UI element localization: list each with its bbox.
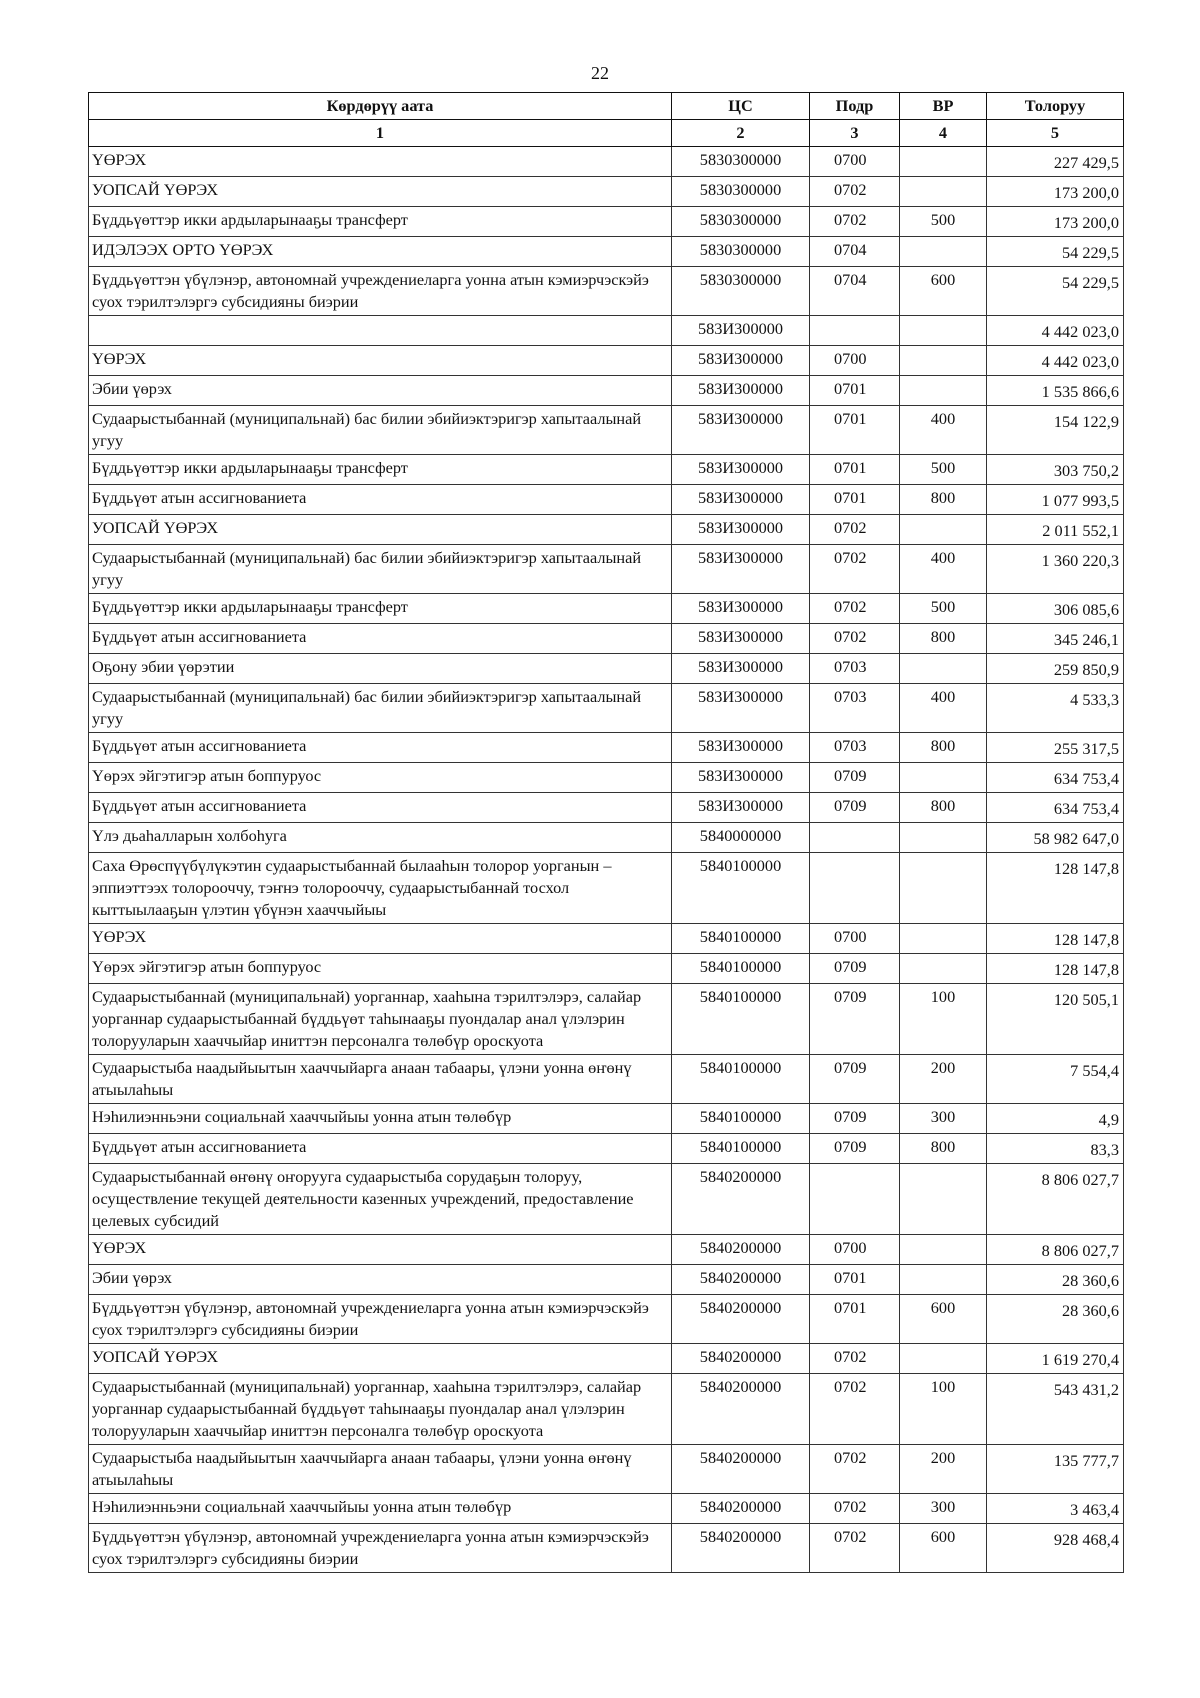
header-number-row xyxy=(89,120,1124,147)
cell-vr-code: 800 xyxy=(900,733,987,763)
cell-indicator-name: Бүддьүөт атын ассигнованиета xyxy=(89,624,672,654)
cell-cs-code: 5840200000 xyxy=(672,1524,810,1573)
cell-cs-code: 583И300000 xyxy=(672,545,810,594)
sum-value: 8 806 027,7 xyxy=(1041,1170,1119,1189)
cell-indicator-name: Бүддьүөт атын ассигнованиета xyxy=(89,793,672,823)
table-row xyxy=(89,1295,1124,1344)
cell-indicator-name: Бүддьүөттэр икки ардыларынааҕы трансферт xyxy=(89,455,672,485)
table-row xyxy=(89,1104,1124,1134)
cell-vr-code xyxy=(900,654,987,684)
cell-vr-code: 500 xyxy=(900,455,987,485)
cell-podr-code: 0701 xyxy=(810,406,900,455)
sum-value: 4,9 xyxy=(1098,1110,1119,1129)
cell-indicator-name: Судаарыстыбаннай (муниципальнай) уорганнар, хааһына тэрилтэлэрэ, салайар уорганнар судаарыстыбаннай бүддьүөт таһынааҕы пуондалар анал үлэлэрин толорууларын хааччыйар иниттэн персоналга төлөбүр ороскуота xyxy=(89,984,672,1055)
cell-indicator-name: Судаарыстыбаннай өҥөнү оҥорууга судаарыстыба сорудаҕын толоруу, осуществление текущей деятельности казенных учреждений, предоставление целевых субсидий xyxy=(89,1164,672,1235)
sum-value: 154 122,9 xyxy=(1053,412,1119,431)
table-row xyxy=(89,515,1124,545)
cell-sum xyxy=(987,1494,1124,1524)
sum-value: 255 317,5 xyxy=(1053,739,1119,758)
sum-value: 303 750,2 xyxy=(1053,461,1119,480)
sum-value: 7 554,4 xyxy=(1070,1061,1119,1080)
cell-indicator-name: Үлэ дьаһалларын холбоһуга xyxy=(89,823,672,853)
cell-sum xyxy=(987,763,1124,793)
cell-podr-code: 0709 xyxy=(810,1134,900,1164)
cell-sum xyxy=(987,793,1124,823)
header-number-5: 5 xyxy=(987,120,1124,147)
cell-podr-code: 0709 xyxy=(810,793,900,823)
cell-vr-code: 800 xyxy=(900,624,987,654)
cell-podr-code: 0702 xyxy=(810,515,900,545)
cell-indicator-name: ҮӨРЭХ xyxy=(89,1235,672,1265)
sum-value: 54 229,5 xyxy=(1062,273,1119,292)
cell-cs-code: 583И300000 xyxy=(672,376,810,406)
cell-indicator-name: Эбии үөрэх xyxy=(89,376,672,406)
sum-value: 634 753,4 xyxy=(1053,769,1119,788)
cell-podr-code: 0700 xyxy=(810,924,900,954)
cell-cs-code: 583И300000 xyxy=(672,733,810,763)
sum-value: 128 147,8 xyxy=(1053,930,1119,949)
sum-value: 928 468,4 xyxy=(1053,1530,1119,1549)
sum-value: 173 200,0 xyxy=(1053,183,1119,202)
cell-podr-code: 0702 xyxy=(810,594,900,624)
cell-vr-code: 200 xyxy=(900,1055,987,1104)
cell-sum xyxy=(987,684,1124,733)
cell-vr-code: 100 xyxy=(900,984,987,1055)
cell-podr-code: 0709 xyxy=(810,1104,900,1134)
cell-podr-code: 0709 xyxy=(810,954,900,984)
cell-indicator-name: Үөрэх эйгэтигэр атын боппуруос xyxy=(89,954,672,984)
cell-podr-code: 0702 xyxy=(810,545,900,594)
sum-value: 28 360,6 xyxy=(1062,1301,1119,1320)
cell-podr-code: 0709 xyxy=(810,984,900,1055)
cell-cs-code: 5830300000 xyxy=(672,147,810,177)
cell-vr-code xyxy=(900,1265,987,1295)
table-row xyxy=(89,177,1124,207)
table-body xyxy=(89,147,1124,1573)
sum-value: 58 982 647,0 xyxy=(1033,829,1119,848)
cell-cs-code: 5840200000 xyxy=(672,1265,810,1295)
cell-vr-code xyxy=(900,763,987,793)
table-row xyxy=(89,684,1124,733)
cell-cs-code: 5830300000 xyxy=(672,177,810,207)
sum-value: 54 229,5 xyxy=(1062,243,1119,262)
cell-sum xyxy=(987,823,1124,853)
cell-sum xyxy=(987,485,1124,515)
sum-value: 120 505,1 xyxy=(1053,990,1119,1009)
cell-indicator-name: Бүддьүөттэр икки ардыларынааҕы трансферт xyxy=(89,207,672,237)
cell-podr-code xyxy=(810,316,900,346)
cell-cs-code: 5840200000 xyxy=(672,1235,810,1265)
table-row xyxy=(89,346,1124,376)
cell-vr-code: 600 xyxy=(900,1295,987,1344)
table-row xyxy=(89,624,1124,654)
cell-indicator-name: ҮӨРЭХ xyxy=(89,924,672,954)
sum-value: 83,3 xyxy=(1090,1140,1119,1159)
cell-sum xyxy=(987,545,1124,594)
cell-indicator-name: ИДЭЛЭЭХ ОРТО ҮӨРЭХ xyxy=(89,237,672,267)
cell-sum xyxy=(987,624,1124,654)
table-row xyxy=(89,316,1124,346)
cell-podr-code: 0702 xyxy=(810,1494,900,1524)
table-row xyxy=(89,237,1124,267)
cell-podr-code: 0701 xyxy=(810,455,900,485)
header-podr: Подр xyxy=(810,93,900,120)
cell-podr-code: 0704 xyxy=(810,267,900,316)
page-number: 22 xyxy=(591,63,609,83)
cell-indicator-name: Бүддьүөттэн үбүлэнэр, автономнай учреждениеларга уонна атын кэмиэрчэскэйэ суох тэрилтэлэргэ субсидияны биэрии xyxy=(89,1524,672,1573)
cell-podr-code: 0702 xyxy=(810,1344,900,1374)
table-row xyxy=(89,594,1124,624)
table-row xyxy=(89,1344,1124,1374)
cell-podr-code: 0703 xyxy=(810,733,900,763)
header-indicator-name: Көрдөрүү аата xyxy=(89,93,672,120)
table-row xyxy=(89,924,1124,954)
sum-value: 1 077 993,5 xyxy=(1041,491,1119,510)
cell-vr-code: 200 xyxy=(900,1445,987,1494)
cell-cs-code: 583И300000 xyxy=(672,406,810,455)
table-row xyxy=(89,147,1124,177)
cell-podr-code: 0709 xyxy=(810,763,900,793)
cell-vr-code xyxy=(900,1344,987,1374)
cell-cs-code: 5840100000 xyxy=(672,1134,810,1164)
cell-indicator-name: Бүддьүөт атын ассигнованиета xyxy=(89,1134,672,1164)
cell-vr-code: 600 xyxy=(900,1524,987,1573)
cell-sum xyxy=(987,1295,1124,1344)
cell-indicator-name: Эбии үөрэх xyxy=(89,1265,672,1295)
cell-cs-code: 5840100000 xyxy=(672,954,810,984)
cell-indicator-name: Судаарыстыба наадыйыытын хааччыйарга анаан табаары, үлэни уонна өҥөнү атыылаһыы xyxy=(89,1445,672,1494)
cell-vr-code xyxy=(900,823,987,853)
cell-cs-code: 583И300000 xyxy=(672,793,810,823)
cell-cs-code: 5840100000 xyxy=(672,984,810,1055)
cell-sum xyxy=(987,147,1124,177)
sum-value: 4 533,3 xyxy=(1070,690,1119,709)
cell-cs-code: 5840200000 xyxy=(672,1344,810,1374)
cell-vr-code: 800 xyxy=(900,1134,987,1164)
table-row xyxy=(89,1235,1124,1265)
cell-sum xyxy=(987,515,1124,545)
cell-vr-code: 400 xyxy=(900,684,987,733)
table-row xyxy=(89,376,1124,406)
header-vr: ВР xyxy=(900,93,987,120)
cell-sum xyxy=(987,207,1124,237)
budget-table xyxy=(88,92,1124,1573)
cell-vr-code: 100 xyxy=(900,1374,987,1445)
cell-cs-code: 583И300000 xyxy=(672,455,810,485)
cell-sum xyxy=(987,1104,1124,1134)
table-row xyxy=(89,545,1124,594)
header-cs: ЦС xyxy=(672,93,810,120)
table-row xyxy=(89,793,1124,823)
cell-cs-code: 583И300000 xyxy=(672,515,810,545)
sum-value: 128 147,8 xyxy=(1053,960,1119,979)
cell-sum xyxy=(987,924,1124,954)
cell-indicator-name: УОПСАЙ ҮӨРЭХ xyxy=(89,177,672,207)
cell-vr-code xyxy=(900,515,987,545)
sum-value: 259 850,9 xyxy=(1053,660,1119,679)
cell-vr-code xyxy=(900,346,987,376)
cell-vr-code: 800 xyxy=(900,485,987,515)
cell-podr-code: 0700 xyxy=(810,147,900,177)
cell-indicator-name: ҮӨРЭХ xyxy=(89,346,672,376)
cell-vr-code xyxy=(900,1164,987,1235)
cell-podr-code: 0702 xyxy=(810,177,900,207)
cell-cs-code: 583И300000 xyxy=(672,346,810,376)
cell-sum xyxy=(987,346,1124,376)
cell-indicator-name: Нэһилиэнньэни социальнай хааччыйыы уонна атын төлөбүр xyxy=(89,1494,672,1524)
table-row xyxy=(89,455,1124,485)
cell-cs-code: 5830300000 xyxy=(672,267,810,316)
table-header xyxy=(89,93,1124,147)
sum-value: 4 442 023,0 xyxy=(1041,352,1119,371)
table-row xyxy=(89,1494,1124,1524)
table-row xyxy=(89,1265,1124,1295)
table-row xyxy=(89,733,1124,763)
cell-indicator-name: Саха Өрөспүүбүлүкэтин судаарыстыбаннай былааһын толорор уорганын – эппиэттээх толорооччу, тэҥнэ толорооччу, судаарыстыбаннай тосхол кыттыылааҕын үлэтин үбүнэн хааччыйыы xyxy=(89,853,672,924)
cell-sum xyxy=(987,1445,1124,1494)
cell-cs-code: 583И300000 xyxy=(672,684,810,733)
cell-cs-code: 583И300000 xyxy=(672,654,810,684)
cell-cs-code: 5840100000 xyxy=(672,1055,810,1104)
cell-cs-code: 5830300000 xyxy=(672,207,810,237)
sum-value: 135 777,7 xyxy=(1053,1451,1119,1470)
sum-value: 543 431,2 xyxy=(1053,1380,1119,1399)
cell-vr-code: 300 xyxy=(900,1494,987,1524)
cell-cs-code: 5840200000 xyxy=(672,1164,810,1235)
sum-value: 306 085,6 xyxy=(1053,600,1119,619)
cell-sum xyxy=(987,1265,1124,1295)
cell-vr-code xyxy=(900,924,987,954)
cell-cs-code: 583И300000 xyxy=(672,485,810,515)
cell-podr-code: 0701 xyxy=(810,376,900,406)
cell-podr-code: 0702 xyxy=(810,1374,900,1445)
cell-indicator-name: Судаарыстыбаннай (муниципальнай) бас билии эбийиэктэригэр хапытаалынай угуу xyxy=(89,406,672,455)
sum-value: 345 246,1 xyxy=(1053,630,1119,649)
cell-sum xyxy=(987,733,1124,763)
cell-podr-code: 0702 xyxy=(810,1524,900,1573)
cell-indicator-name: Бүддьүөт атын ассигнованиета xyxy=(89,733,672,763)
cell-vr-code xyxy=(900,316,987,346)
cell-podr-code: 0702 xyxy=(810,624,900,654)
sum-value: 173 200,0 xyxy=(1053,213,1119,232)
cell-sum xyxy=(987,177,1124,207)
cell-vr-code: 500 xyxy=(900,207,987,237)
sum-value: 3 463,4 xyxy=(1070,1500,1119,1519)
table-row xyxy=(89,485,1124,515)
cell-sum xyxy=(987,1235,1124,1265)
cell-indicator-name: Судаарыстыбаннай (муниципальнай) бас билии эбийиэктэригэр хапытаалынай угуу xyxy=(89,684,672,733)
table-row xyxy=(89,984,1124,1055)
cell-vr-code: 400 xyxy=(900,545,987,594)
cell-vr-code xyxy=(900,853,987,924)
cell-podr-code: 0700 xyxy=(810,1235,900,1265)
header-sum: Толоруу xyxy=(987,93,1124,120)
cell-cs-code: 5840200000 xyxy=(672,1445,810,1494)
cell-podr-code xyxy=(810,823,900,853)
table-row xyxy=(89,954,1124,984)
cell-cs-code: 5840200000 xyxy=(672,1374,810,1445)
cell-sum xyxy=(987,1055,1124,1104)
cell-sum xyxy=(987,984,1124,1055)
table-row xyxy=(89,763,1124,793)
cell-podr-code: 0703 xyxy=(810,684,900,733)
cell-sum xyxy=(987,1164,1124,1235)
sum-value: 1 535 866,6 xyxy=(1041,382,1119,401)
cell-vr-code: 300 xyxy=(900,1104,987,1134)
cell-podr-code: 0700 xyxy=(810,346,900,376)
cell-vr-code xyxy=(900,1235,987,1265)
cell-podr-code: 0704 xyxy=(810,237,900,267)
cell-vr-code: 400 xyxy=(900,406,987,455)
cell-vr-code: 600 xyxy=(900,267,987,316)
cell-podr-code: 0701 xyxy=(810,1265,900,1295)
table-row xyxy=(89,1524,1124,1573)
cell-indicator-name: Судаарыстыбаннай (муниципальнай) уорганнар, хааһына тэрилтэлэрэ, салайар уорганнар судаарыстыбаннай бүддьүөт таһынааҕы пуондалар анал үлэлэрин толорууларын хааччыйар иниттэн персоналга төлөбүр ороскуота xyxy=(89,1374,672,1445)
cell-sum xyxy=(987,1344,1124,1374)
cell-sum xyxy=(987,406,1124,455)
cell-podr-code: 0701 xyxy=(810,485,900,515)
cell-sum xyxy=(987,1374,1124,1445)
cell-cs-code: 5840200000 xyxy=(672,1494,810,1524)
cell-vr-code: 800 xyxy=(900,793,987,823)
sum-value: 4 442 023,0 xyxy=(1041,322,1119,341)
table-row xyxy=(89,1134,1124,1164)
header-number-4: 4 xyxy=(900,120,987,147)
cell-indicator-name: УОПСАЙ ҮӨРЭХ xyxy=(89,515,672,545)
sum-value: 227 429,5 xyxy=(1053,153,1119,172)
table-row xyxy=(89,823,1124,853)
cell-sum xyxy=(987,376,1124,406)
header-number-1: 1 xyxy=(89,120,672,147)
table-row xyxy=(89,1374,1124,1445)
table-row xyxy=(89,853,1124,924)
cell-sum xyxy=(987,1134,1124,1164)
cell-sum xyxy=(987,455,1124,485)
cell-podr-code xyxy=(810,1164,900,1235)
cell-vr-code xyxy=(900,177,987,207)
cell-indicator-name: Судаарыстыбаннай (муниципальнай) бас билии эбийиэктэригэр хапытаалынай угуу xyxy=(89,545,672,594)
cell-cs-code: 583И300000 xyxy=(672,594,810,624)
cell-sum xyxy=(987,853,1124,924)
cell-podr-code: 0709 xyxy=(810,1055,900,1104)
cell-sum xyxy=(987,654,1124,684)
cell-indicator-name: Нэһилиэнньэни социальнай хааччыйыы уонна атын төлөбүр xyxy=(89,1104,672,1134)
header-number-3: 3 xyxy=(810,120,900,147)
header-number-2: 2 xyxy=(672,120,810,147)
header-row xyxy=(89,93,1124,120)
cell-cs-code: 5840100000 xyxy=(672,853,810,924)
cell-indicator-name: ҮӨРЭХ xyxy=(89,147,672,177)
cell-sum xyxy=(987,237,1124,267)
sum-value: 634 753,4 xyxy=(1053,799,1119,818)
cell-indicator-name: УОПСАЙ ҮӨРЭХ xyxy=(89,1344,672,1374)
sum-value: 1 360 220,3 xyxy=(1041,551,1119,570)
cell-indicator-name xyxy=(89,316,672,346)
cell-indicator-name: Оҕону эбии үөрэтии xyxy=(89,654,672,684)
sum-value: 128 147,8 xyxy=(1053,859,1119,878)
table-row xyxy=(89,1445,1124,1494)
cell-indicator-name: Бүддьүөттэн үбүлэнэр, автономнай учреждениеларга уонна атын кэмиэрчэскэйэ суох тэрилтэлэргэ субсидияны биэрии xyxy=(89,267,672,316)
cell-indicator-name: Бүддьүөттэр икки ардыларынааҕы трансферт xyxy=(89,594,672,624)
cell-podr-code: 0702 xyxy=(810,1445,900,1494)
cell-sum xyxy=(987,316,1124,346)
cell-indicator-name: Бүддьүөт атын ассигнованиета xyxy=(89,485,672,515)
cell-cs-code: 583И300000 xyxy=(672,624,810,654)
sum-value: 1 619 270,4 xyxy=(1041,1350,1119,1369)
cell-sum xyxy=(987,267,1124,316)
table-row xyxy=(89,1055,1124,1104)
cell-vr-code xyxy=(900,237,987,267)
cell-podr-code: 0701 xyxy=(810,1295,900,1344)
cell-vr-code: 500 xyxy=(900,594,987,624)
table-row xyxy=(89,1164,1124,1235)
cell-cs-code: 5840200000 xyxy=(672,1295,810,1344)
cell-indicator-name: Бүддьүөттэн үбүлэнэр, автономнай учреждениеларга уонна атын кэмиэрчэскэйэ суох тэрилтэлэргэ субсидияны биэрии xyxy=(89,1295,672,1344)
cell-vr-code xyxy=(900,954,987,984)
cell-podr-code xyxy=(810,853,900,924)
cell-sum xyxy=(987,1524,1124,1573)
cell-podr-code: 0702 xyxy=(810,207,900,237)
cell-sum xyxy=(987,594,1124,624)
sum-value: 8 806 027,7 xyxy=(1041,1241,1119,1260)
table-row xyxy=(89,654,1124,684)
cell-indicator-name: Судаарыстыба наадыйыытын хааччыйарга анаан табаары, үлэни уонна өҥөнү атыылаһыы xyxy=(89,1055,672,1104)
cell-cs-code: 5840100000 xyxy=(672,924,810,954)
cell-sum xyxy=(987,954,1124,984)
cell-cs-code: 583И300000 xyxy=(672,316,810,346)
sum-value: 28 360,6 xyxy=(1062,1271,1119,1290)
table-row xyxy=(89,207,1124,237)
cell-vr-code xyxy=(900,376,987,406)
table-row xyxy=(89,267,1124,316)
cell-vr-code xyxy=(900,147,987,177)
cell-cs-code: 5840100000 xyxy=(672,1104,810,1134)
cell-cs-code: 5830300000 xyxy=(672,237,810,267)
sum-value: 2 011 552,1 xyxy=(1042,521,1119,540)
cell-indicator-name: Үөрэх эйгэтигэр атын боппуруос xyxy=(89,763,672,793)
cell-cs-code: 5840000000 xyxy=(672,823,810,853)
cell-podr-code: 0703 xyxy=(810,654,900,684)
cell-cs-code: 583И300000 xyxy=(672,763,810,793)
table-row xyxy=(89,406,1124,455)
